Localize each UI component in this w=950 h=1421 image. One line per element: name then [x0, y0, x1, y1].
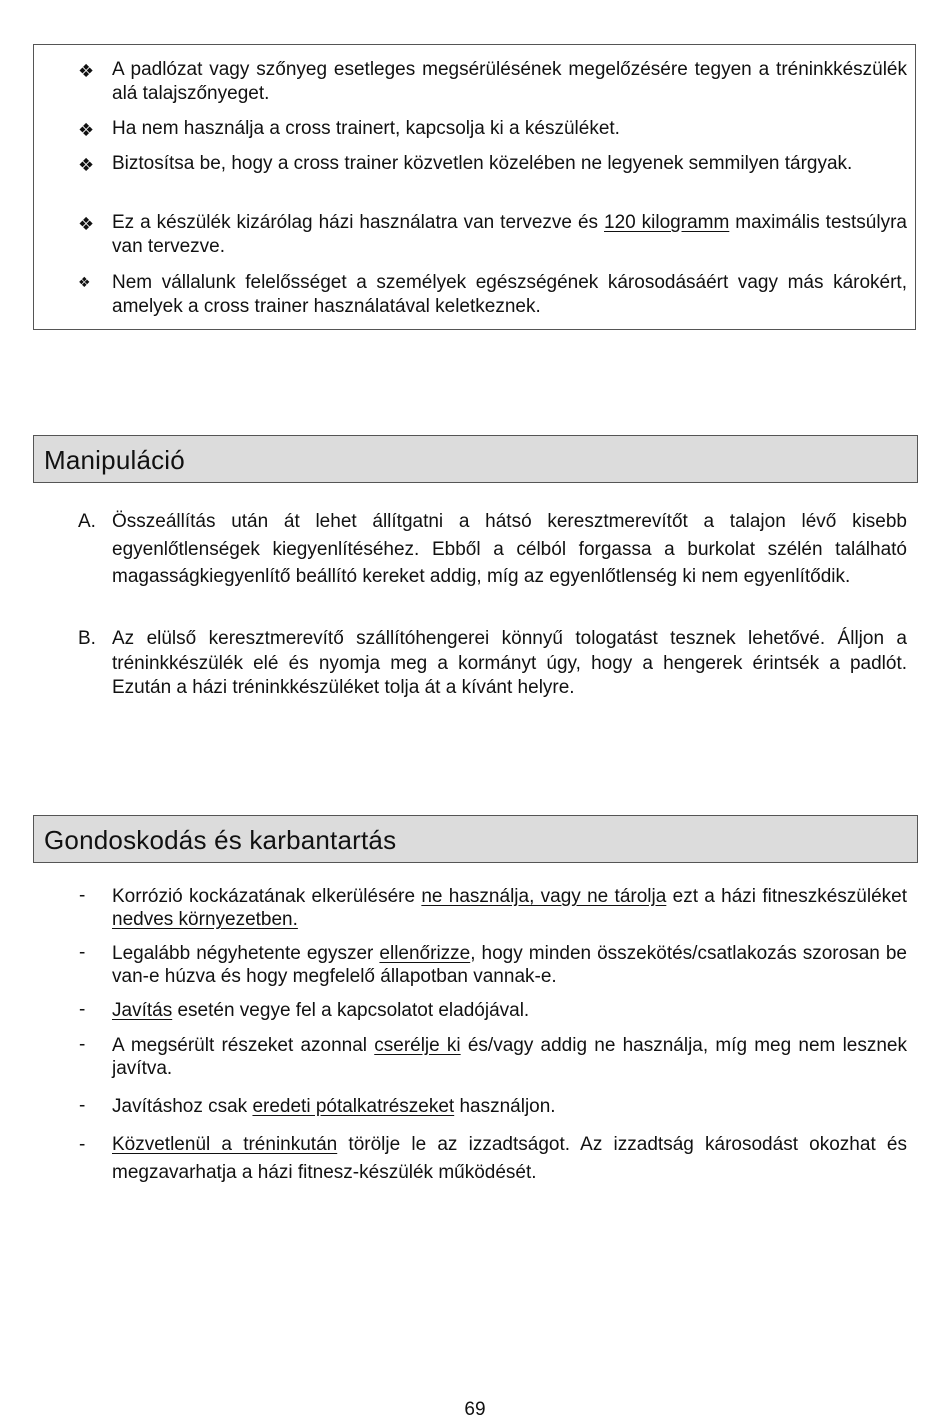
diamond-bullet-icon: ❖	[78, 120, 95, 140]
diamond-bullet-icon: ❖	[78, 155, 95, 175]
care-text: ezt a házi fitneszkészüléket	[666, 886, 907, 907]
manipulation-paragraph: Az elülső keresztmerevítő szállítóhengerei könnyű tologatást tesznek lehetővé. Álljon a tréninkkészülék elé és nyomja meg a kormányt úgy, hogy a hengerek érintsék a padlót. Ezután a házi tréninkkészüléket tolja át a kívánt helyre.	[112, 628, 907, 698]
care-text: A megsérült részeket azonnal	[112, 1035, 375, 1056]
care-text: Korrózió kockázatának elkerülésére	[112, 886, 422, 907]
manipulation-paragraph: Összeállítás után át lehet állítgatni a hátsó keresztmerevítőt a talajon lévő kisebb egyenlőtlenségek kiegyenlítéséhez. Ebből a célból forgassa a burkolat szélén található magasságkiegyenlítő beállító kereket addig, míg az egyenlőtlenség ki nem egyenlítődik.	[112, 511, 907, 587]
section-title: Manipuláció	[44, 445, 185, 475]
safety-notes-box	[33, 44, 916, 330]
section-header-care	[33, 815, 918, 863]
care-item	[112, 999, 907, 1022]
care-emphasis: ne használja, vagy ne tárolja	[421, 886, 667, 907]
care-item	[112, 885, 907, 931]
care-text: Legalább négyhetente egyszer	[112, 943, 380, 964]
dash-marker: -	[79, 1095, 86, 1116]
weight-note-pre: Ez a készülék kizárólag házi használatra van tervezve és	[112, 212, 604, 233]
section-title: Gondoskodás és karbantartás	[44, 825, 397, 855]
safety-note-weight	[112, 211, 907, 259]
list-marker: A.	[78, 511, 96, 532]
safety-note: Nem vállalunk felelősséget a személyek egészségének károsodásáért vagy más károkért, amelyek a cross trainer használatával keletkeznek.	[112, 272, 907, 317]
safety-note: Biztosítsa be, hogy a cross trainer közvetlen közelében ne legyenek semmilyen tárgyak.	[112, 153, 853, 174]
safety-note: A padlózat vagy szőnyeg esetleges megsérülésének megelőzésére tegyen a tréninkkészülék alá talajszőnyeget.	[112, 59, 907, 104]
care-item	[112, 1095, 907, 1118]
care-item	[112, 942, 907, 988]
dash-marker: -	[79, 885, 86, 906]
page-number: 69	[464, 1399, 486, 1420]
diamond-bullet-icon: ❖	[78, 274, 91, 290]
care-emphasis: nedves környezetben.	[112, 909, 298, 930]
care-emphasis: Javítás	[112, 1000, 173, 1021]
diamond-bullet-icon: ❖	[78, 61, 95, 81]
dash-marker: -	[79, 999, 86, 1020]
section-header-manipulation	[33, 435, 918, 483]
care-text: , hogy minden összekötés/csatlakozás szorosan be van-e húzva és hogy megfelelő állapotban vannak-e.	[112, 943, 907, 987]
dash-marker: -	[79, 942, 86, 963]
diamond-bullet-icon: ❖	[78, 214, 95, 234]
dash-marker: -	[79, 1134, 86, 1155]
weight-note-post: maximális testsúlyra van tervezve.	[112, 212, 907, 257]
care-emphasis: eredeti pótalkatrészeket	[252, 1096, 455, 1117]
max-weight-value: 120 kilogramm	[604, 212, 730, 233]
care-text: esetén vegye fel a kapcsolatot eladójával.	[172, 1000, 530, 1021]
care-text: törölje le az izzadtságot. Az izzadtság károsodást okozhat és megzavarhatja a házi fitnesz-készülék működését.	[112, 1134, 907, 1183]
care-emphasis: ellenőrizze	[379, 943, 471, 964]
care-text: használjon.	[454, 1096, 556, 1117]
care-item	[112, 1034, 907, 1080]
care-emphasis: Közvetlenül a tréninkután	[112, 1134, 338, 1155]
safety-note: Ha nem használja a cross trainert, kapcsolja ki a készüléket.	[112, 118, 620, 139]
care-text: Javításhoz csak	[112, 1096, 253, 1117]
list-marker: B.	[78, 628, 96, 649]
care-emphasis: cserélje ki	[374, 1035, 461, 1056]
care-item	[112, 1131, 907, 1187]
care-text: és/vagy addig ne használja, míg meg nem lesznek javítva.	[112, 1035, 907, 1079]
dash-marker: -	[79, 1034, 86, 1055]
